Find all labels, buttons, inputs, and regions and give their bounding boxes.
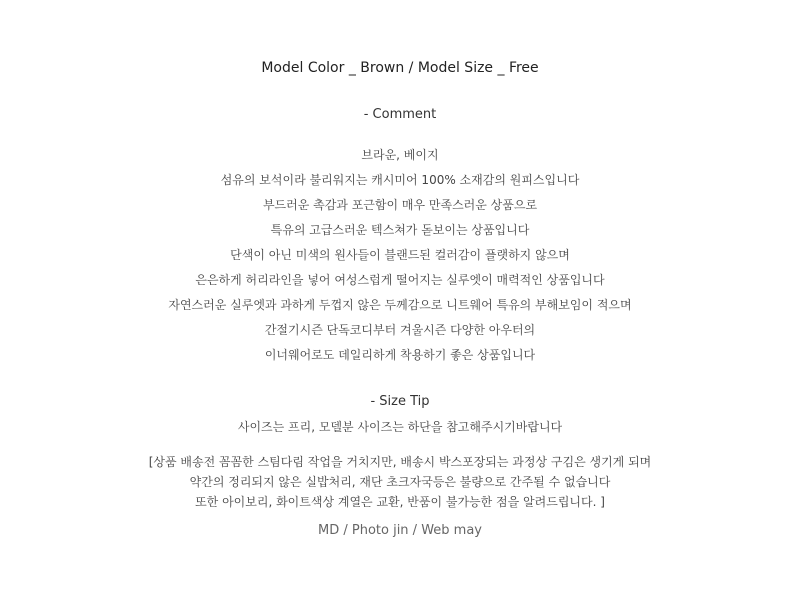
comment-line: 은은하게 허리라인을 넣어 여성스럽게 떨어지는 실루엣이 매력적인 상품입니다 xyxy=(195,273,605,287)
size-tip-heading: - Size Tip xyxy=(370,394,430,409)
size-tip-text: 사이즈는 프리, 모델분 사이즈는 하단을 참고해주시기바랍니다 xyxy=(237,420,563,434)
comment-line: 간절기시즌 단독코디부터 겨울시즌 다양한 아우터의 xyxy=(264,323,536,337)
shipping-notice-line: [상품 배송전 꼼꼼한 스팀다림 작업을 거치지만, 배송시 박스포장되는 과정상 구김은 생기게 되며 xyxy=(148,455,652,469)
shipping-notice-line: 또한 아이보리, 화이트색상 계열은 교환, 반품이 불가능한 점을 알려드립니다. ] xyxy=(195,495,605,509)
credits: MD / Photo jin / Web may xyxy=(318,523,482,538)
comment-heading: - Comment xyxy=(363,107,437,122)
comment-line: 섬유의 보석이라 불리워지는 캐시미어 100% 소재감의 원피스입니다 xyxy=(220,173,580,187)
shipping-notice-line: 약간의 정리되지 않은 실밥처리, 재단 초크자국등은 불량으로 간주될 수 없습니다 xyxy=(189,475,611,489)
comment-line: 특유의 고급스러운 텍스쳐가 돋보이는 상품입니다 xyxy=(270,223,530,237)
model-info: Model Color _ Brown / Model Size _ Free xyxy=(261,60,539,76)
comment-line: 부드러운 촉감과 포근함이 매우 만족스러운 상품으로 xyxy=(262,198,538,212)
comment-line: 브라운, 베이지 xyxy=(361,148,439,162)
comment-line: 자연스러운 실루엣과 과하게 두껍지 않은 두께감으로 니트웨어 특유의 부해보임이 적으며 xyxy=(168,298,632,312)
comment-line: 이너웨어로도 데일리하게 착용하기 좋은 상품입니다 xyxy=(264,348,536,362)
comment-line: 단색이 아닌 미색의 원사들이 블랜드된 컬러감이 플랫하지 않으며 xyxy=(230,248,570,262)
